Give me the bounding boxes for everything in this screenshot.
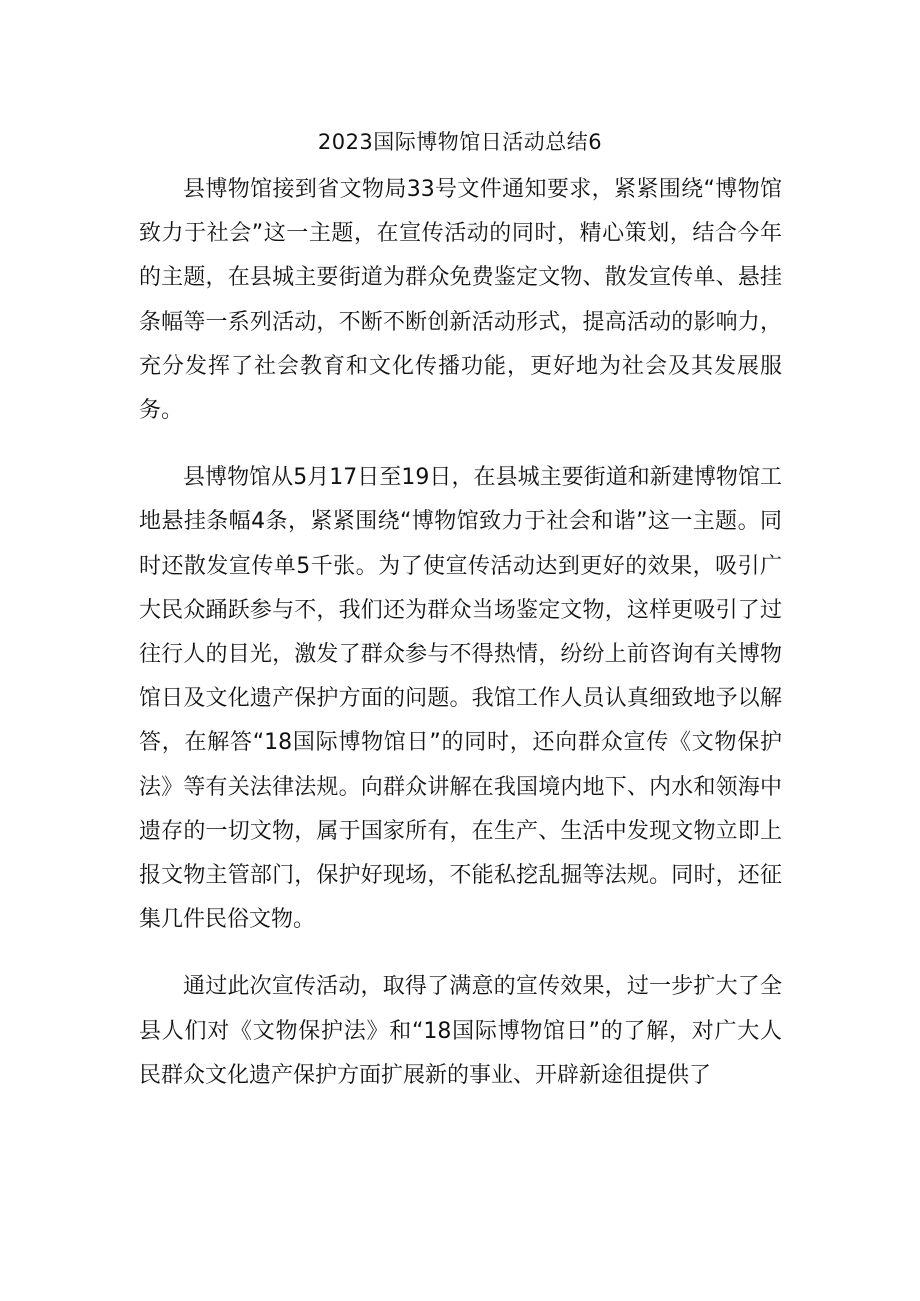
paragraph-2: 县博物馆从5月17日至19日，在县城主要街道和新建博物馆工地悬挂条幅4条，紧紧围绕“博物馆致力于社会和谐”这一主题。同时还散发宣传单5千张。为了使宣传活动达到更好的效果，吸引广大民众踊跃参与不，我们还为群众当场鉴定文物，这样更吸引了过往行人的目光，激发了群众参与不得热情，纷纷上前咨询有关博物馆日及文化遗产保护方面的问题。我馆工作人员认真细致地予以解答，在解答“18国际博物馆日”的同时，还向群众宣传《文物保护法》等有关法律法规。向群众讲解在我国境内地下、内水和领海中遗存的一切文物，属于国家所有，在生产、生活中发现文物立即上报文物主管部门，保护好现场，不能私挖乱掘等法规。同时，还征集几件民俗文物。 <box>139 465 782 933</box>
paragraph-3: 通过此次宣传活动，取得了满意的宣传效果，过一步扩大了全县人们对《文物保护法》和“18国际博物馆日”的了解，对广大人民群众文化遗产保护方面扩展新的事业、开辟新途徂提供了 <box>139 974 782 1088</box>
paragraph-1: 县博物馆接到省文物局33号文件通知要求，紧紧围绕“博物馆致力于社会”这一主题，在宣传活动的同时，精心策划，结合今年的主题，在县城主要街道为群众免费鉴定文物、散发宣传单、悬挂条幅等一系列活动，不断不断创新活动形式，提高活动的影响力，充分发挥了社会教育和文化传播功能，更好地为社会及其发展服务。 <box>139 177 782 424</box>
document-body <box>139 168 782 1098</box>
document-title: 2023国际博物馆日活动总结6 <box>317 130 603 154</box>
